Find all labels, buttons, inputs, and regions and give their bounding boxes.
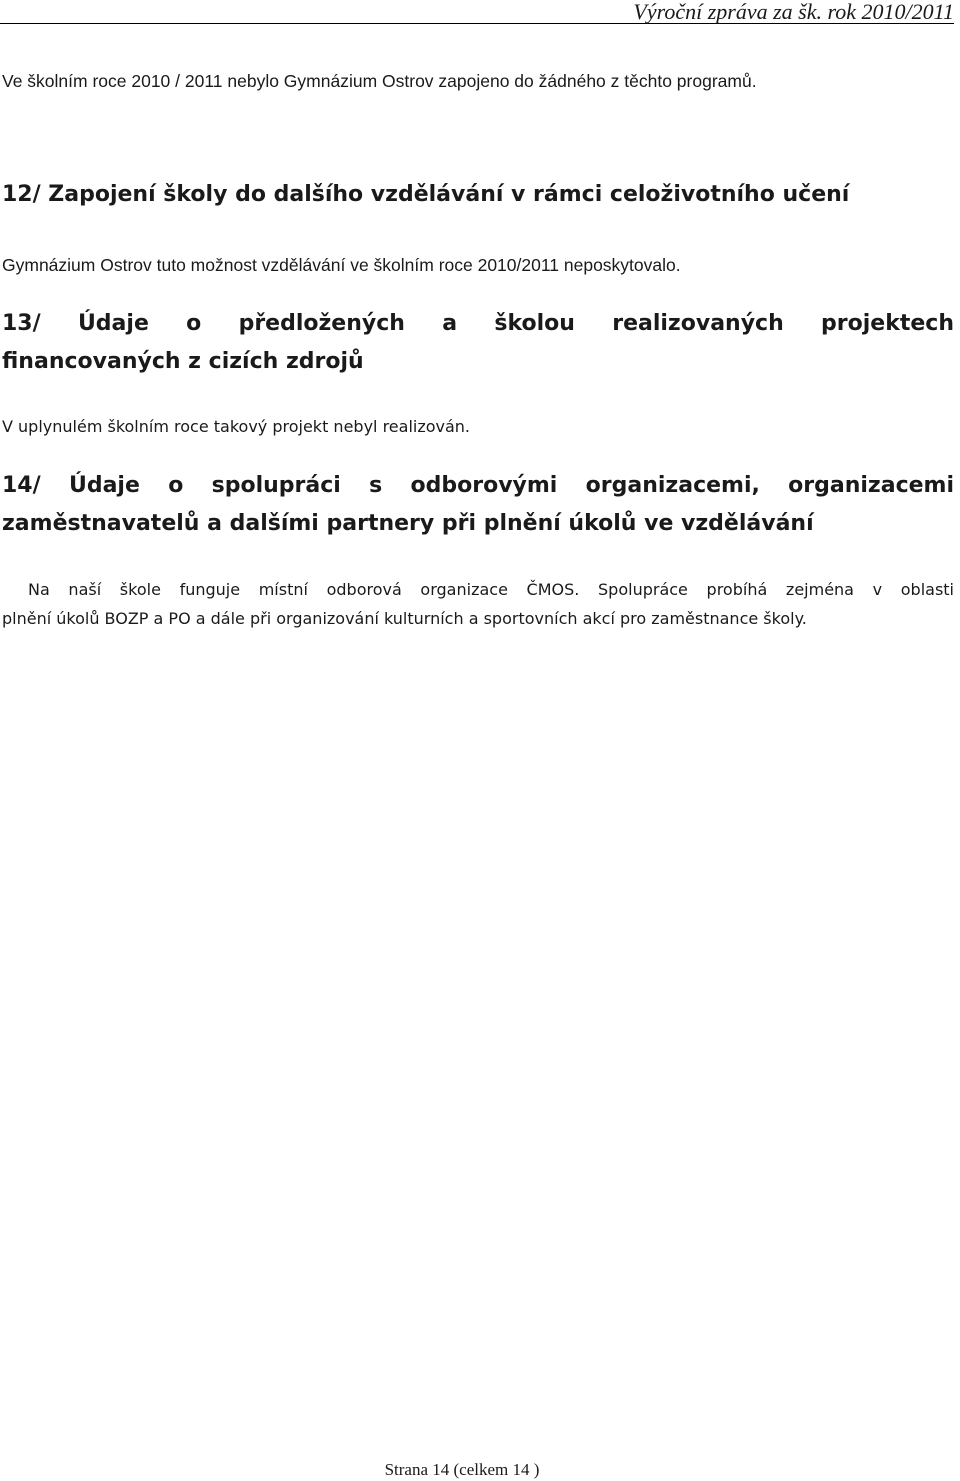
page-footer [0,1459,924,1481]
intro-sentence: Ve školním roce 2010 / 2011 nebylo Gymnázium Ostrov zapojeno do žádného z těchto programů. [2,71,757,91]
header-title: Výroční zpráva za šk. rok 2010/2011 [633,0,954,24]
section-14-heading-line1: 14/ Údaje o spolupráci s odborovými organizacemi, organizacemi [2,473,954,498]
intro-paragraph [2,70,954,92]
section-14-text [2,579,954,630]
section-13-text: V uplynulém školním roce takový projekt nebyl realizován. [2,417,471,436]
section-13-heading-line2: financovaných z cizích zdrojů [2,349,364,374]
section-12-heading: 12/ Zapojení školy do dalšího vzdělávání v rámci celoživotního učení [2,182,850,207]
document-header [0,0,954,24]
section-13-heading [2,305,954,381]
section-12-text: Gymnázium Ostrov tuto možnost vzdělávání ve školním roce 2010/2011 neposkytovalo. [2,255,681,275]
section-14-text-line2: plnění úkolů BOZP a PO a dále při organizování kulturních a sportovních akcí pro zaměstnance školy. [2,609,807,628]
section-14-heading [2,467,954,543]
section-14-text-line1: Na naší škole funguje místní odborová organizace ČMOS. Spolupráce probíhá zejména v oblasti [28,580,954,599]
section-14-heading-line2: zaměstnavatelů a dalšími partnery při plnění úkolů ve vzdělávání [2,511,814,536]
section-13-heading-line1: 13/ Údaje o předložených a školou realizovaných projektech [2,311,954,336]
page-number: Strana 14 (celkem 14 ) [384,1460,540,1479]
